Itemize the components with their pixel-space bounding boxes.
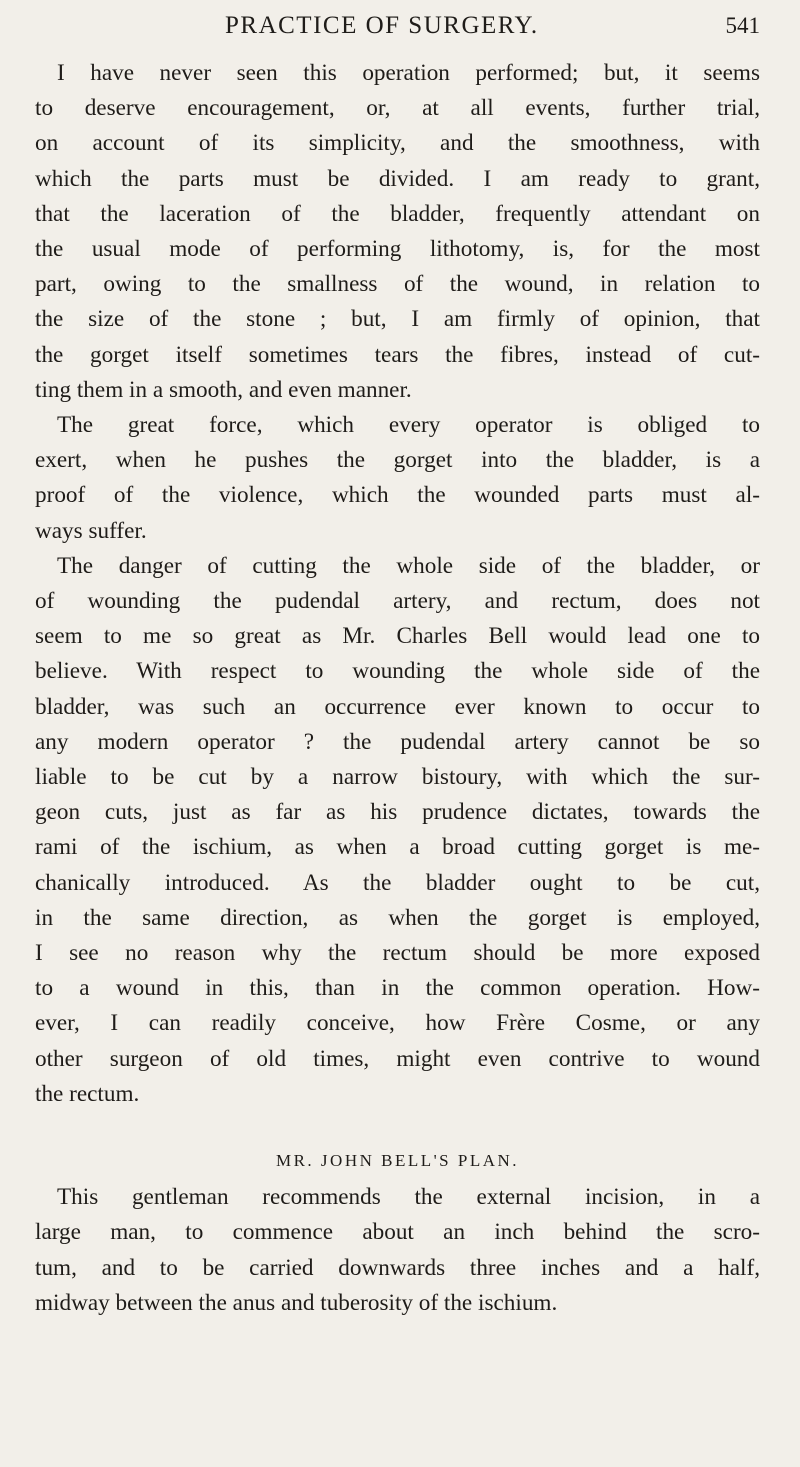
text-line: other surgeon of old times, might even contrive to wound	[35, 1045, 760, 1072]
text-line: ways suffer.	[35, 517, 147, 544]
text-line: exert, when he pushes the gorget into the bladder, is a	[35, 447, 760, 474]
text-line: tum, and to be carried downwards three inches and a half,	[35, 1254, 760, 1281]
text-line: The danger of cutting the whole side of the bladder, or	[57, 552, 760, 579]
text-line: which the parts must be divided. I am ready to grant,	[35, 165, 760, 192]
paragraph-2	[35, 408, 760, 549]
section-heading: MR. JOHN BELL'S PLAN.	[275, 1151, 520, 1171]
text-line: I see no reason why the rectum should be more exposed	[35, 940, 760, 967]
text-line: to a wound in this, than in the common operation. How-	[35, 975, 760, 1002]
text-line: I have never seen this operation performed; but, it seems	[57, 60, 760, 86]
text-line: any modern operator ? the pudendal artery cannot be so	[35, 728, 760, 755]
page-number: 541	[725, 13, 760, 38]
text-line: ting them in a smooth, and even manner.	[35, 376, 412, 403]
text-line: in the same direction, as when the gorget is employed,	[35, 904, 760, 931]
body-text	[35, 56, 760, 1321]
text-line: the size of the stone ; but, I am firmly of opinion, that	[35, 306, 760, 333]
page-header	[225, 12, 760, 56]
text-line: to deserve encouragement, or, at all events, further trial,	[35, 95, 760, 122]
paragraph-1	[35, 56, 760, 408]
text-line: that the laceration of the bladder, frequently attendant on	[35, 200, 760, 227]
text-line: ever, I can readily conceive, how Frère Cosme, or any	[35, 1010, 760, 1037]
text-line: geon cuts, just as far as his prudence dictates, towards the	[35, 799, 760, 826]
text-line: on account of its simplicity, and the smoothness, with	[35, 130, 760, 157]
text-line: This gentleman recommends the external incision, in a	[57, 1184, 760, 1211]
text-line: seem to me so great as Mr. Charles Bell would lead one to	[35, 623, 760, 650]
text-line: midway between the anus and tuberosity of the ischium.	[35, 1289, 558, 1316]
running-title: PRACTICE OF SURGERY.	[225, 12, 539, 39]
paragraph-3	[35, 549, 760, 1112]
text-line: the rectum.	[35, 1080, 140, 1107]
text-line: large man, to commence about an inch behind the scro-	[35, 1219, 760, 1246]
text-line: rami of the ischium, as when a broad cutting gorget is me-	[35, 834, 760, 861]
text-line: liable to be cut by a narrow bistoury, with which the sur-	[35, 764, 760, 791]
text-line: the usual mode of performing lithotomy, is, for the most	[35, 236, 760, 263]
paragraph-4	[35, 1180, 760, 1321]
text-line: proof of the violence, which the wounded parts must al-	[35, 482, 760, 509]
text-line: part, owing to the smallness of the wound, in relation to	[35, 271, 760, 298]
text-line: bladder, was such an occurrence ever known to occur to	[35, 693, 760, 720]
text-line: of wounding the pudendal artery, and rectum, does not	[35, 588, 760, 615]
text-line: The great force, which every operator is obliged to	[57, 412, 760, 439]
text-line: believe. With respect to wounding the whole side of the	[35, 658, 760, 685]
text-line: chanically introduced. As the bladder ought to be cut,	[35, 869, 760, 896]
text-line: the gorget itself sometimes tears the fibres, instead of cut-	[35, 341, 760, 368]
